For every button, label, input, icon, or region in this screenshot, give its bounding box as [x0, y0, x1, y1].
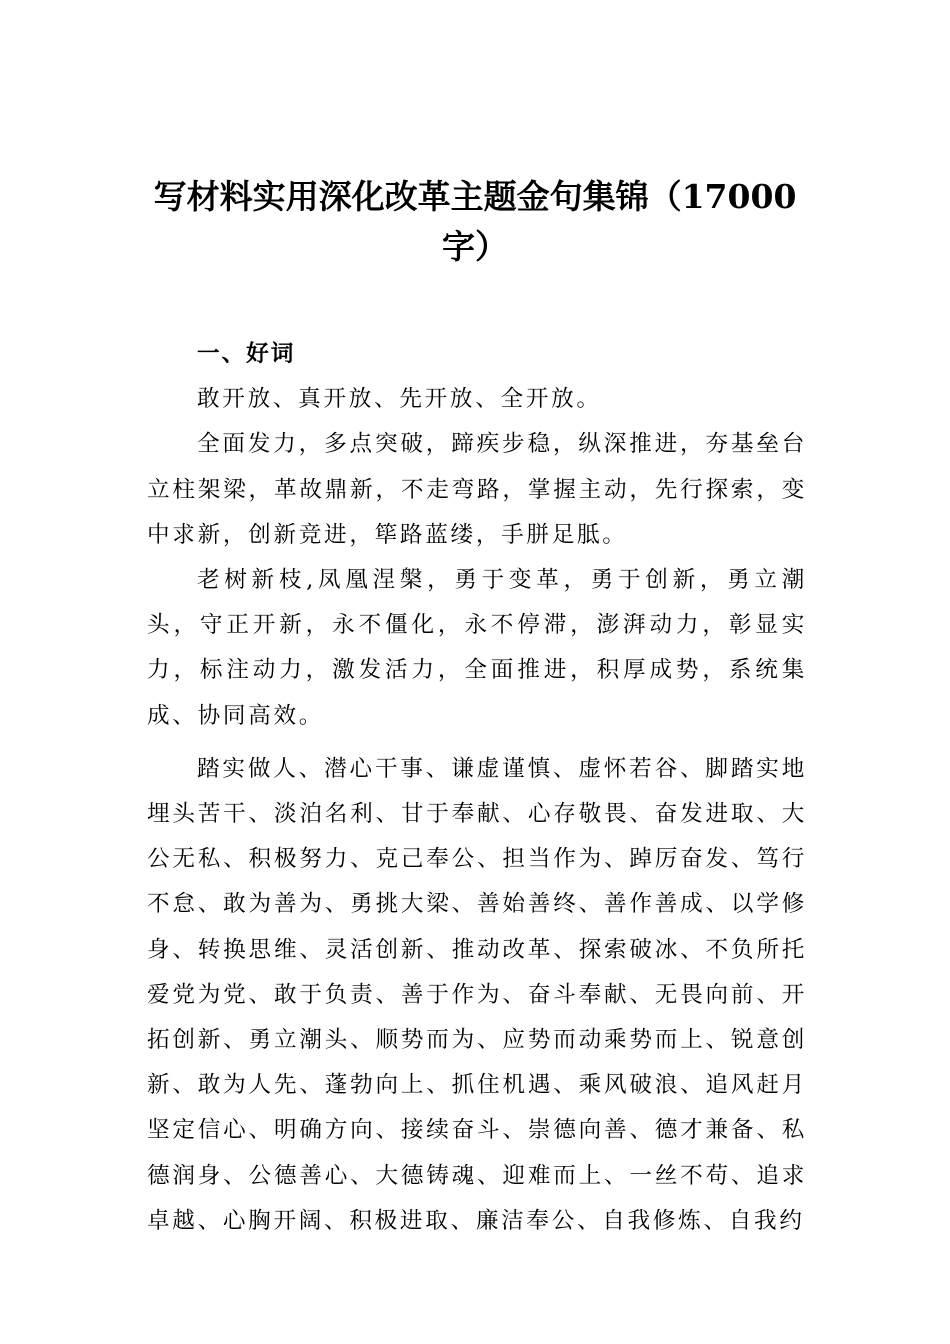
- paragraph-3: 老树新枝,凤凰涅槃，勇于变革，勇于创新，勇立潮头，守正开新，永不僵化，永不停滞，澎湃动力，彰显实力，标注动力，激发活力，全面推进，积厚成势，系统集成、协同高效。: [147, 567, 807, 729]
- paragraph-4: 踏实做人、潜心干事、谦虚谨慎、虚怀若谷、脚踏实地埋头苦干、淡泊名利、甘于奉献、心存敬畏、奋发进取、大公无私、积极努力、克己奉公、担当作为、踔厉奋发、笃行不怠、敢为善为、勇挑大梁、善始善终、善作善成、以学修身、转换思维、灵活创新、推动改革、探索破冰、不负所托爱党为党、敢于负责、善于作为、奋斗奉献、无畏向前、开拓创新、勇立潮头、顺势而为、应势而动乘势而上、锐意创新、敢为人先、蓬勃向上、抓住机遇、乘风破浪、追风赶月坚定信心、明确方向、接续奋斗、崇德向善、德才兼备、私德润身、公德善心、大德铸魂、迎难而上、一丝不苟、追求卓越、心胸开阔、积极进取、廉洁奉公、自我修炼、自我约: [147, 755, 807, 1234]
- document-title: 写材料实用深化改革主题金句集锦（17000字）: [153, 177, 797, 266]
- document-body: [147, 332, 807, 1244]
- paragraph-1: 敢开放、真开放、先开放、全开放。: [197, 386, 602, 413]
- paragraph-2: 全面发力，多点突破，蹄疾步稳，纵深推进，夯基垒台立柱架梁，革故鼎新，不走弯路，掌握主动，先行探索，变中求新，创新竞进，筚路蓝缕，手胼足胝。: [147, 431, 807, 548]
- section-heading: 一、好词: [197, 341, 296, 367]
